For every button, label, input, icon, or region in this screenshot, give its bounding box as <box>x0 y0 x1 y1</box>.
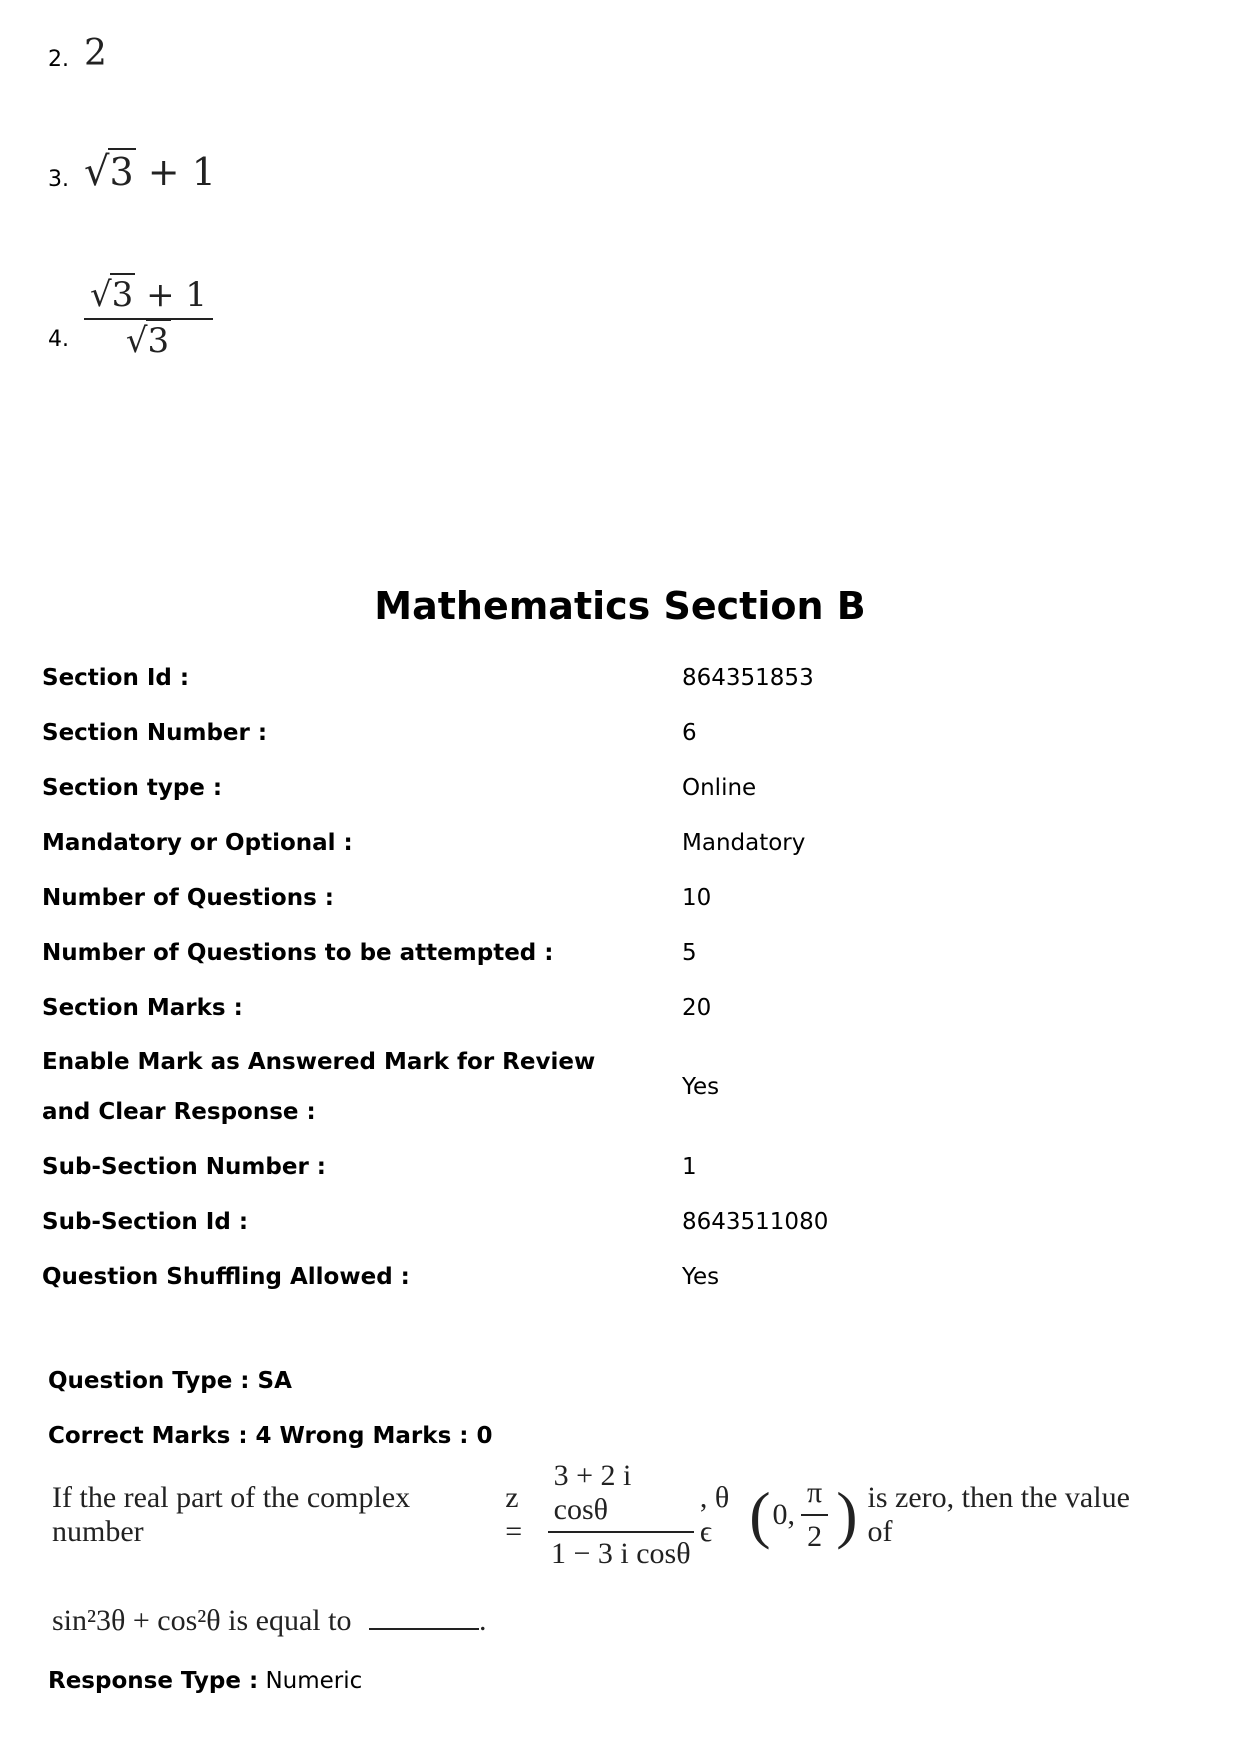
row-value: 20 <box>682 994 712 1021</box>
answer-blank <box>369 1604 479 1630</box>
row-value: 10 <box>682 884 712 911</box>
table-row <box>42 925 1192 980</box>
z-equals: z = <box>505 1481 523 1548</box>
table-row <box>42 815 1192 870</box>
fraction-numerator: 3 + 2 i cosθ <box>548 1459 694 1533</box>
option-suffix: + 1 <box>147 150 216 194</box>
row-value: 6 <box>682 719 697 746</box>
table-row <box>42 870 1192 925</box>
question-prefix: If the real part of the complex number <box>52 1481 411 1548</box>
question-marks: Correct Marks : 4 Wrong Marks : 0 <box>48 1423 493 1449</box>
table-row <box>42 760 1192 815</box>
question-text <box>52 1460 1152 1638</box>
row-value: 1 <box>682 1153 697 1180</box>
section-info-table <box>42 650 1192 1304</box>
table-row <box>42 1139 1192 1194</box>
option-number: 4. <box>48 327 69 352</box>
line-end: . <box>478 1604 487 1637</box>
option-3 <box>48 149 216 195</box>
row-label: Enable Mark as Answered Mark for Review and Clear Response : <box>42 1049 596 1125</box>
table-row <box>42 1249 1192 1304</box>
option-number: 3. <box>48 167 69 192</box>
row-label: Section type : <box>42 774 223 801</box>
question-line2-text: sin²3θ + cos²θ is equal to <box>52 1604 352 1637</box>
option-fraction: $\frac{√3 + 1}{√3}$ <box>84 278 213 358</box>
response-value: Numeric <box>265 1668 363 1694</box>
row-label: Section Id : <box>42 664 190 691</box>
complex-fraction <box>548 1459 694 1571</box>
row-label: Section Marks : <box>42 994 243 1021</box>
row-value: Yes <box>682 1263 720 1290</box>
question-line-2 <box>52 1604 1152 1638</box>
option-2 <box>48 33 107 74</box>
row-label: Number of Questions : <box>42 884 334 911</box>
row-label: Number of Questions to be attempted : <box>42 939 554 966</box>
sqrt-symbol: √3 <box>84 149 134 195</box>
option-expression <box>84 149 216 195</box>
row-label: Mandatory or Optional : <box>42 829 353 856</box>
option-number: 2. <box>48 47 69 72</box>
pi-numerator: π <box>801 1476 828 1516</box>
row-value: 8643511080 <box>682 1208 829 1235</box>
table-row <box>42 1035 1192 1139</box>
sqrt-symbol: √3 <box>90 275 134 315</box>
row-label: Sub-Section Number : <box>42 1153 327 1180</box>
theta-in: , θ ϵ <box>699 1481 730 1548</box>
table-row <box>42 1194 1192 1249</box>
table-row <box>42 650 1192 705</box>
pi-denominator: 2 <box>807 1520 823 1553</box>
row-value: 864351853 <box>682 664 814 691</box>
interval-left: 0, <box>772 1498 796 1531</box>
row-label: Sub-Section Id : <box>42 1208 249 1235</box>
row-value: Mandatory <box>682 829 806 856</box>
response-type <box>48 1668 362 1694</box>
row-value: Yes <box>682 1074 720 1100</box>
question-line-1: If the real part of the complex number z = $\frac{\text{3 + 2 i cosθ}}{\text{1 − 3 i cosθ}}$ , θ ϵ ( 0, $\frac{\pi}{2}$ ) is zero, then the value of <box>52 1460 1152 1570</box>
question-suffix: is zero, then the value of <box>867 1481 1130 1548</box>
section-title: Mathematics Section B <box>374 584 866 628</box>
option-value: 2 <box>84 33 107 74</box>
pi-over-two <box>801 1476 828 1554</box>
row-value: Online <box>682 774 757 801</box>
question-type: Question Type : SA <box>48 1368 292 1394</box>
row-label: Question Shuffling Allowed : <box>42 1263 410 1290</box>
table-row <box>42 705 1192 760</box>
fraction-denominator: 1 − 3 i cosθ <box>550 1537 691 1570</box>
option-4 <box>48 275 213 361</box>
table-row <box>42 980 1192 1035</box>
row-label: Section Number : <box>42 719 268 746</box>
response-label: Response Type : <box>48 1668 259 1694</box>
sqrt-symbol: √3 <box>125 321 170 361</box>
row-value: 5 <box>682 939 697 966</box>
